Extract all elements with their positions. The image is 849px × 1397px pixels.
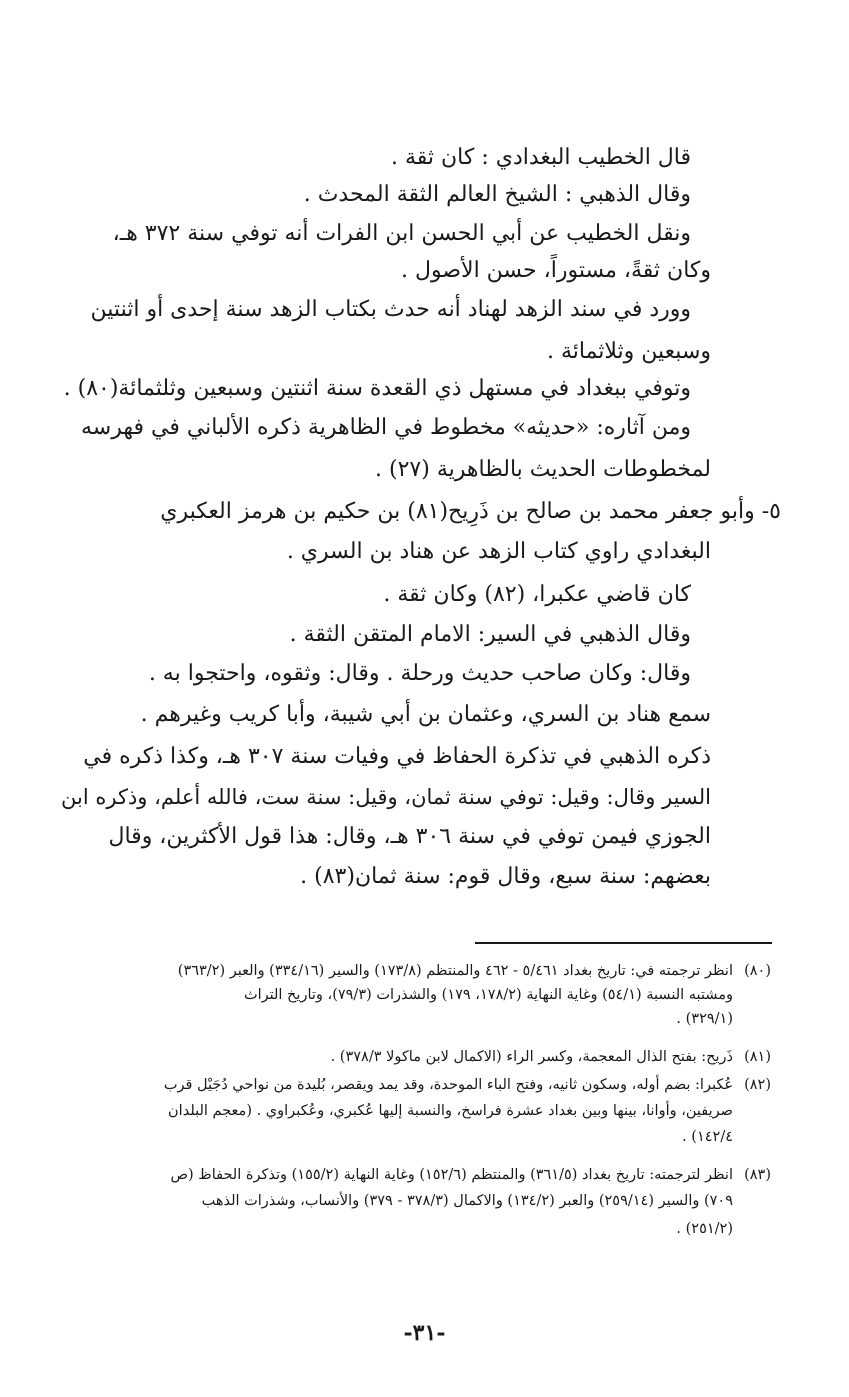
footnote-number: (٨١) [744,1049,771,1065]
footnote-number: (٨٢) [744,1077,771,1093]
footnote-82 [71,1074,771,1144]
footnote-line: صريفين، وأوانا، بينها وبين بغداد عشرة فراسخ، والنسبة إليها عُكبري، وعُكبراوي . (معجم البلدان [168,1103,733,1119]
body-line: قال الخطيب البغدادي : كان ثقة . [391,145,691,170]
body-line: ونقل الخطيب عن أبي الحسن ابن الفرات أنه توفي سنة ٣٧٢ هـ، [112,221,691,246]
body-line: الجوزي فيمن توفي في سنة ٣٠٦ هـ، وقال: هذا قول الأكثرين، وقال [108,824,711,849]
footnote-80 [71,960,771,1030]
body-line: وتوفي ببغداد في مستهل ذي القعدة سنة اثنتين وسبعين وثلثمائة(٨٠) . [63,376,691,401]
footnote-line: ٧٠٩) والسير (٢٥٩/١٤) والعبر (١٣٤/٢) والاكمال (٣٧٨/٣ - ٣٧٩) والأنساب، وشذرات الذهب [201,1193,733,1209]
body-line: وورد في سند الزهد لهناد أنه حدث بكتاب الزهد سنة إحدى أو اثنتين [90,297,691,322]
body-line: بعضهم: سنة سبع، وقال قوم: سنة ثمان(٨٣) . [300,864,711,889]
body-line: وكان ثقةً، مستوراً، حسن الأصول . [401,258,711,283]
body-line: البغدادي راوي كتاب الزهد عن هناد بن السري . [286,539,711,564]
body-line: سمع هناد بن السري، وعثمان بن أبي شيبة، وأبا كريب وغيرهم . [140,702,711,727]
footnote-separator [475,942,772,944]
footnote-81 [71,1046,771,1070]
body-line: ومن آثاره: «حديثه» مخطوط في الظاهرية ذكره الألباني في فهرسه [80,415,691,440]
body-line: وقال: وكان صاحب حديث ورحلة . وقال: وثقوه، واحتجوا به . [148,661,691,686]
page-number: -٣١- [403,1320,446,1346]
body-line: ذكره الذهبي في تذكرة الحفاظ في وفيات سنة ٣٠٧ هـ، وكذا ذكره في [83,744,711,769]
footnote-number: (٨٠) [744,963,771,979]
footnote-line: (٣٢٩/١) . [676,1011,733,1027]
body-line: وسبعين وثلاثمائة . [546,339,711,364]
footnote-line: انظر لترجمته: تاريخ بغداد (٣٦١/٥) والمنتظم (١٥٢/٦) وغاية النهاية (١٥٥/٢) وتذكرة الحفاظ (ص [170,1167,733,1183]
body-line: كان قاضي عكبرا، (٨٢) وكان ثقة . [383,582,691,607]
body-line: ٥- وأبو جعفر محمد بن صالح بن ذَرِيح(٨١) بن حكيم بن هرمز العكبري [160,499,781,524]
body-line: السير وقال: وقيل: توفي سنة ثمان، وقيل: سنة ست، فالله أعلم، وذكره ابن [61,785,711,809]
footnote-line: انظر ترجمته في: تاريخ بغداد ٥/٤٦١ - ٤٦٢ والمنتظم (١٧٣/٨) والسير (٣٣٤/١٦) والعبر (٣٦٣/٢) [177,963,733,979]
footnote-line: ذَريح: بفتح الذال المعجمة، وكسر الراء (الاكمال لابن ماكولا ٣٧٨/٣) . [330,1049,733,1065]
footnote-line: عُكبرا: بضم أوله، وسكون ثانيه، وفتح الباء الموحدة، وقد يمد ويقصر، بُليدة من نواحي دُجَيْل قرب [163,1077,733,1093]
body-line: وقال الذهبي : الشيخ العالم الثقة المحدث . [303,182,691,207]
body-line: لمخطوطات الحديث بالظاهرية (٢٧) . [375,457,711,482]
footnote-line: ١٤٢/٤) . [682,1129,733,1145]
footnote-83 [71,1164,771,1240]
body-line: وقال الذهبي في السير: الامام المتقن الثقة . [289,622,691,647]
footnote-line: (٢٥١/٢) . [676,1221,733,1237]
footnote-number: (٨٣) [744,1167,771,1183]
footnote-line: ومشتبه النسبة (٥٤/١) وغاية النهاية (١٧٨/٢، ١٧٩) والشذرات (٧٩/٣)، وتاريخ التراث [243,987,733,1003]
